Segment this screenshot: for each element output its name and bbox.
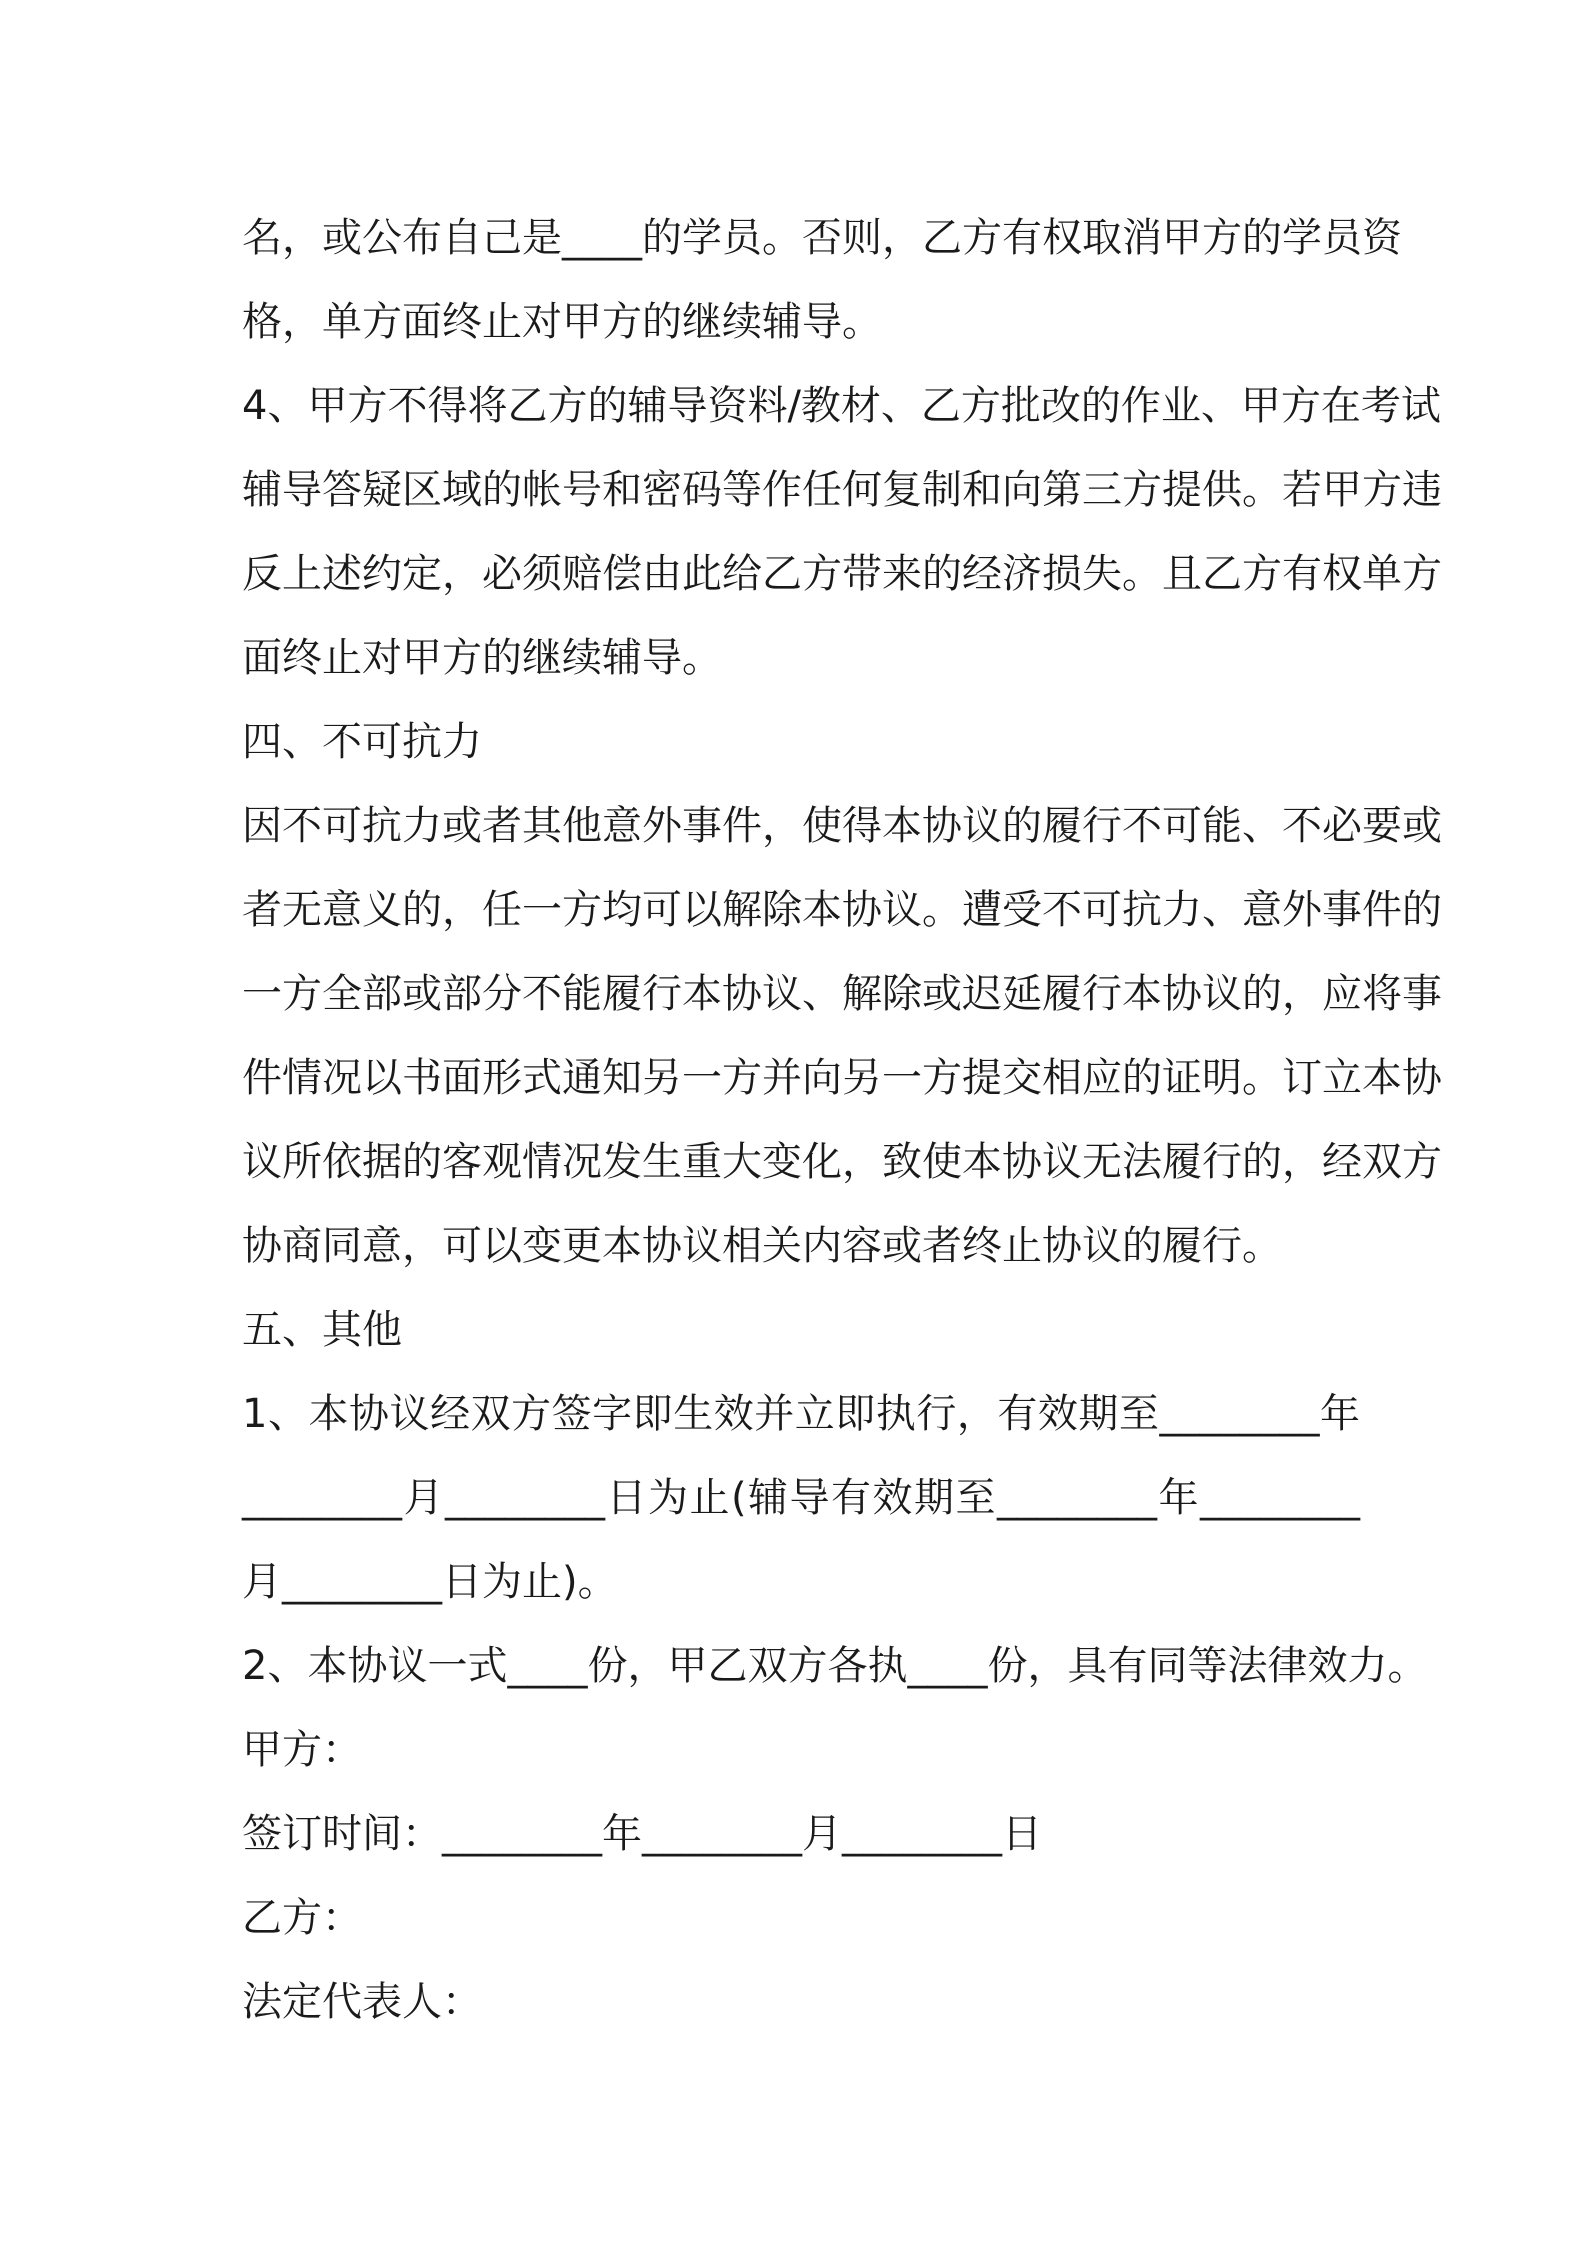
clause-1-line: 1、本协议经双方签字即生效并立即执行，有效期至________年 <box>242 1391 1360 1437</box>
text-line: 一方全部或部分不能履行本协议、解除或迟延履行本协议的，应将事 <box>242 971 1442 1017</box>
text-line: 者无意义的，任一方均可以解除本协议。遭受不可抗力、意外事件的 <box>242 887 1442 933</box>
text-line: 因不可抗力或者其他意外事件，使得本协议的履行不可能、不必要或 <box>242 803 1442 849</box>
text-line: 议所依据的客观情况发生重大变化，致使本协议无法履行的，经双方 <box>242 1139 1442 1185</box>
text-line: 名，或公布自己是____的学员。否则，乙方有权取消甲方的学员资 <box>242 215 1402 261</box>
party-b-label: 乙方： <box>242 1895 362 1941</box>
text-line: 辅导答疑区域的帐号和密码等作任何复制和向第三方提供。若甲方违 <box>242 467 1442 513</box>
clause-2-line: 2、本协议一式____份，甲乙双方各执____份，具有同等法律效力。 <box>242 1643 1428 1689</box>
legal-representative-label: 法定代表人： <box>242 1979 482 2025</box>
text-line: 格，单方面终止对甲方的继续辅导。 <box>242 299 882 345</box>
text-line: 月________日为止)。 <box>242 1559 618 1605</box>
text-line: 件情况以书面形式通知另一方并向另一方提交相应的证明。订立本协 <box>242 1055 1442 1101</box>
text-line: 面终止对甲方的继续辅导。 <box>242 635 722 681</box>
text-line: ________月________日为止(辅导有效期至________年________ <box>242 1475 1360 1521</box>
text-line: 反上述约定，必须赔偿由此给乙方带来的经济损失。且乙方有权单方 <box>242 551 1442 597</box>
party-a-label: 甲方： <box>242 1727 362 1773</box>
text-line: 协商同意，可以变更本协议相关内容或者终止协议的履行。 <box>242 1223 1282 1269</box>
clause-4-line: 4、甲方不得将乙方的辅导资料/教材、乙方批改的作业、甲方在考试 <box>242 383 1441 429</box>
section-heading-other: 五、其他 <box>242 1307 402 1353</box>
signing-date-line: 签订时间：________年________月________日 <box>242 1811 1042 1857</box>
document-page <box>242 196 1442 2044</box>
section-heading-force-majeure: 四、不可抗力 <box>242 719 482 765</box>
